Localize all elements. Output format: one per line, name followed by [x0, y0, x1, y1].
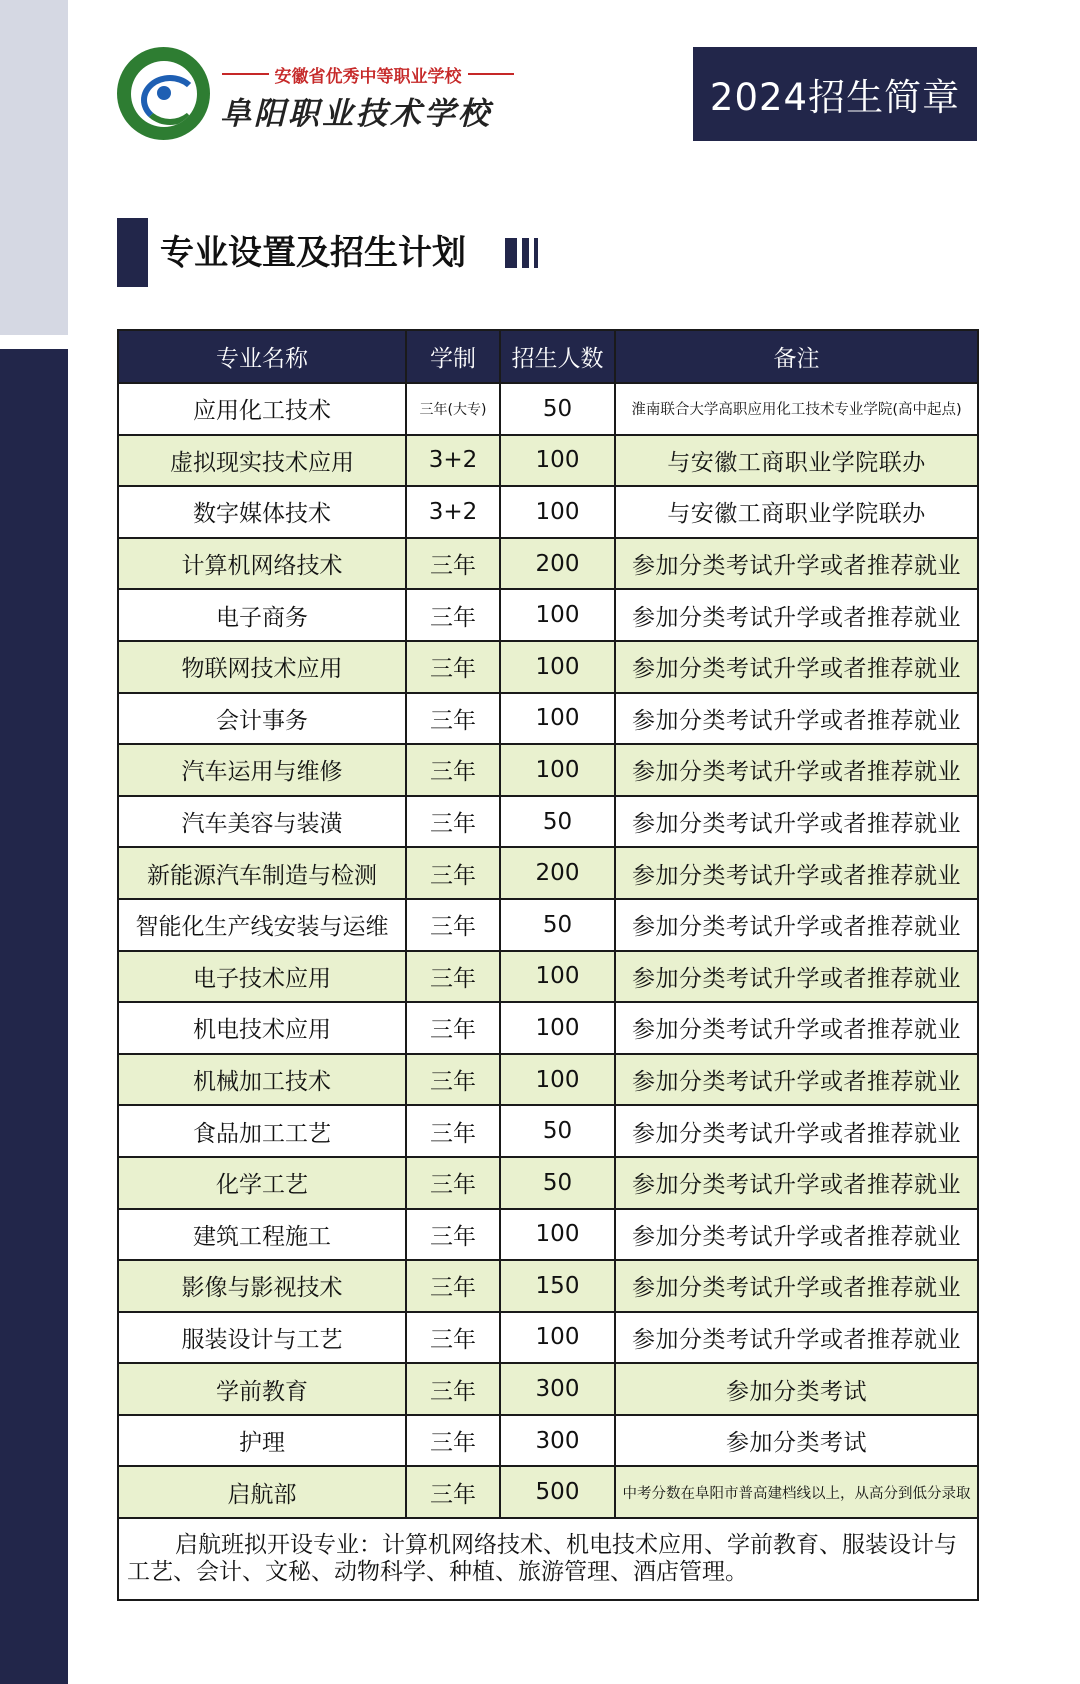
cell-duration: 三年 [406, 641, 500, 693]
cell-duration: 三年 [406, 693, 500, 745]
table-row [118, 796, 978, 848]
cell-note: 参加分类考试升学或者推荐就业 [615, 1209, 978, 1261]
table-row [118, 1466, 978, 1518]
cell-duration: 三年 [406, 1157, 500, 1209]
cell-quota: 100 [500, 1209, 615, 1261]
table-footnote: 启航班拟开设专业：计算机网络技术、机电技术应用、学前教育、服装设计与工艺、会计、文秘、动物科学、种植、旅游管理、酒店管理。 [118, 1518, 978, 1600]
cell-major: 机械加工技术 [118, 1054, 406, 1106]
cell-quota: 100 [500, 693, 615, 745]
cell-quota: 100 [500, 744, 615, 796]
cell-note: 参加分类考试升学或者推荐就业 [615, 744, 978, 796]
section-title-decoration [505, 238, 538, 268]
cell-quota: 100 [500, 1312, 615, 1364]
cell-quota: 50 [500, 383, 615, 435]
cell-duration: 三年 [406, 899, 500, 951]
cell-note: 参加分类考试升学或者推荐就业 [615, 589, 978, 641]
table-row [118, 1209, 978, 1261]
cell-note: 与安徽工商职业学院联办 [615, 435, 978, 487]
cell-duration: 三年 [406, 1002, 500, 1054]
cell-quota: 100 [500, 951, 615, 1003]
cell-quota: 100 [500, 435, 615, 487]
cell-major: 汽车运用与维修 [118, 744, 406, 796]
cell-quota: 50 [500, 796, 615, 848]
cell-note: 与安徽工商职业学院联办 [615, 486, 978, 538]
table-row [118, 951, 978, 1003]
header-quota: 招生人数 [500, 330, 615, 383]
cell-major: 建筑工程施工 [118, 1209, 406, 1261]
cell-quota: 150 [500, 1260, 615, 1312]
cell-note: 参加分类考试升学或者推荐就业 [615, 951, 978, 1003]
cell-duration: 三年 [406, 538, 500, 590]
table-row [118, 1260, 978, 1312]
cell-major: 物联网技术应用 [118, 641, 406, 693]
cell-duration: 三年 [406, 744, 500, 796]
cell-major: 学前教育 [118, 1363, 406, 1415]
table-row [118, 1105, 978, 1157]
table-header-row [118, 330, 978, 383]
table-row [118, 1363, 978, 1415]
cell-major: 会计事务 [118, 693, 406, 745]
cell-quota: 100 [500, 486, 615, 538]
cell-duration: 三年 [406, 1312, 500, 1364]
school-name: 阜阳职业技术学校 [220, 96, 492, 132]
table-row [118, 847, 978, 899]
cell-note: 参加分类考试升学或者推荐就业 [615, 1260, 978, 1312]
cell-duration: 三年(大专) [406, 383, 500, 435]
cell-note: 淮南联合大学高职应用化工技术专业学院(高中起点) [615, 383, 978, 435]
cell-major: 数字媒体技术 [118, 486, 406, 538]
header-note: 备注 [615, 330, 978, 383]
cell-major: 化学工艺 [118, 1157, 406, 1209]
side-decor-dark [0, 349, 68, 1684]
cell-major: 食品加工工艺 [118, 1105, 406, 1157]
cell-quota: 300 [500, 1415, 615, 1467]
table-row [118, 1157, 978, 1209]
cell-duration: 三年 [406, 1209, 500, 1261]
cell-note: 参加分类考试 [615, 1415, 978, 1467]
table-row [118, 1002, 978, 1054]
table-row [118, 1312, 978, 1364]
cell-quota: 50 [500, 899, 615, 951]
table-row [118, 693, 978, 745]
cell-duration: 三年 [406, 1260, 500, 1312]
section-title: 专业设置及招生计划 [160, 233, 466, 273]
cell-major: 新能源汽车制造与检测 [118, 847, 406, 899]
table-row [118, 538, 978, 590]
cell-duration: 三年 [406, 1415, 500, 1467]
cell-duration: 三年 [406, 951, 500, 1003]
cell-duration: 三年 [406, 1054, 500, 1106]
school-subtitle [222, 63, 514, 85]
subtitle-text: 安徽省优秀中等职业学校 [274, 66, 462, 87]
cell-major: 服装设计与工艺 [118, 1312, 406, 1364]
cell-quota: 100 [500, 641, 615, 693]
table-row [118, 486, 978, 538]
cell-note: 参加分类考试升学或者推荐就业 [615, 641, 978, 693]
table-row [118, 744, 978, 796]
cell-note: 参加分类考试升学或者推荐就业 [615, 1105, 978, 1157]
cell-note: 参加分类考试升学或者推荐就业 [615, 693, 978, 745]
cell-duration: 三年 [406, 1105, 500, 1157]
cell-major: 机电技术应用 [118, 1002, 406, 1054]
cell-note: 参加分类考试升学或者推荐就业 [615, 1312, 978, 1364]
table-row [118, 383, 978, 435]
cell-note: 参加分类考试升学或者推荐就业 [615, 899, 978, 951]
school-logo [117, 47, 210, 140]
brochure-title: 2024招生简章 [693, 47, 977, 141]
table-row [118, 899, 978, 951]
cell-quota: 100 [500, 1054, 615, 1106]
cell-quota: 200 [500, 847, 615, 899]
section-marker [117, 218, 148, 287]
table-row [118, 641, 978, 693]
cell-duration: 三年 [406, 847, 500, 899]
cell-major: 计算机网络技术 [118, 538, 406, 590]
cell-note: 参加分类考试升学或者推荐就业 [615, 1157, 978, 1209]
cell-note: 参加分类考试升学或者推荐就业 [615, 1054, 978, 1106]
cell-major: 影像与影视技术 [118, 1260, 406, 1312]
cell-note: 参加分类考试 [615, 1363, 978, 1415]
cell-major: 汽车美容与装潢 [118, 796, 406, 848]
cell-quota: 100 [500, 589, 615, 641]
table-row [118, 589, 978, 641]
side-decor-light [0, 0, 68, 335]
cell-quota: 200 [500, 538, 615, 590]
cell-quota: 300 [500, 1363, 615, 1415]
cell-major: 护理 [118, 1415, 406, 1467]
cell-major: 智能化生产线安装与运维 [118, 899, 406, 951]
cell-duration: 3+2 [406, 435, 500, 487]
header-major: 专业名称 [118, 330, 406, 383]
cell-major: 电子商务 [118, 589, 406, 641]
header-duration: 学制 [406, 330, 500, 383]
table-row [118, 1415, 978, 1467]
cell-note: 参加分类考试升学或者推荐就业 [615, 847, 978, 899]
cell-note: 中考分数在阜阳市普高建档线以上，从高分到低分录取 [615, 1466, 978, 1518]
cell-duration: 三年 [406, 796, 500, 848]
cell-duration: 三年 [406, 1466, 500, 1518]
cell-major: 启航部 [118, 1466, 406, 1518]
cell-note: 参加分类考试升学或者推荐就业 [615, 796, 978, 848]
table-footnote-row [118, 1518, 978, 1600]
cell-major: 应用化工技术 [118, 383, 406, 435]
cell-major: 虚拟现实技术应用 [118, 435, 406, 487]
cell-duration: 三年 [406, 1363, 500, 1415]
table-row [118, 435, 978, 487]
cell-note: 参加分类考试升学或者推荐就业 [615, 538, 978, 590]
cell-quota: 500 [500, 1466, 615, 1518]
cell-duration: 三年 [406, 589, 500, 641]
cell-quota: 100 [500, 1002, 615, 1054]
enrollment-plan-table [117, 329, 979, 1601]
cell-major: 电子技术应用 [118, 951, 406, 1003]
table-row [118, 1054, 978, 1106]
cell-note: 参加分类考试升学或者推荐就业 [615, 1002, 978, 1054]
cell-duration: 3+2 [406, 486, 500, 538]
cell-quota: 50 [500, 1105, 615, 1157]
cell-quota: 50 [500, 1157, 615, 1209]
